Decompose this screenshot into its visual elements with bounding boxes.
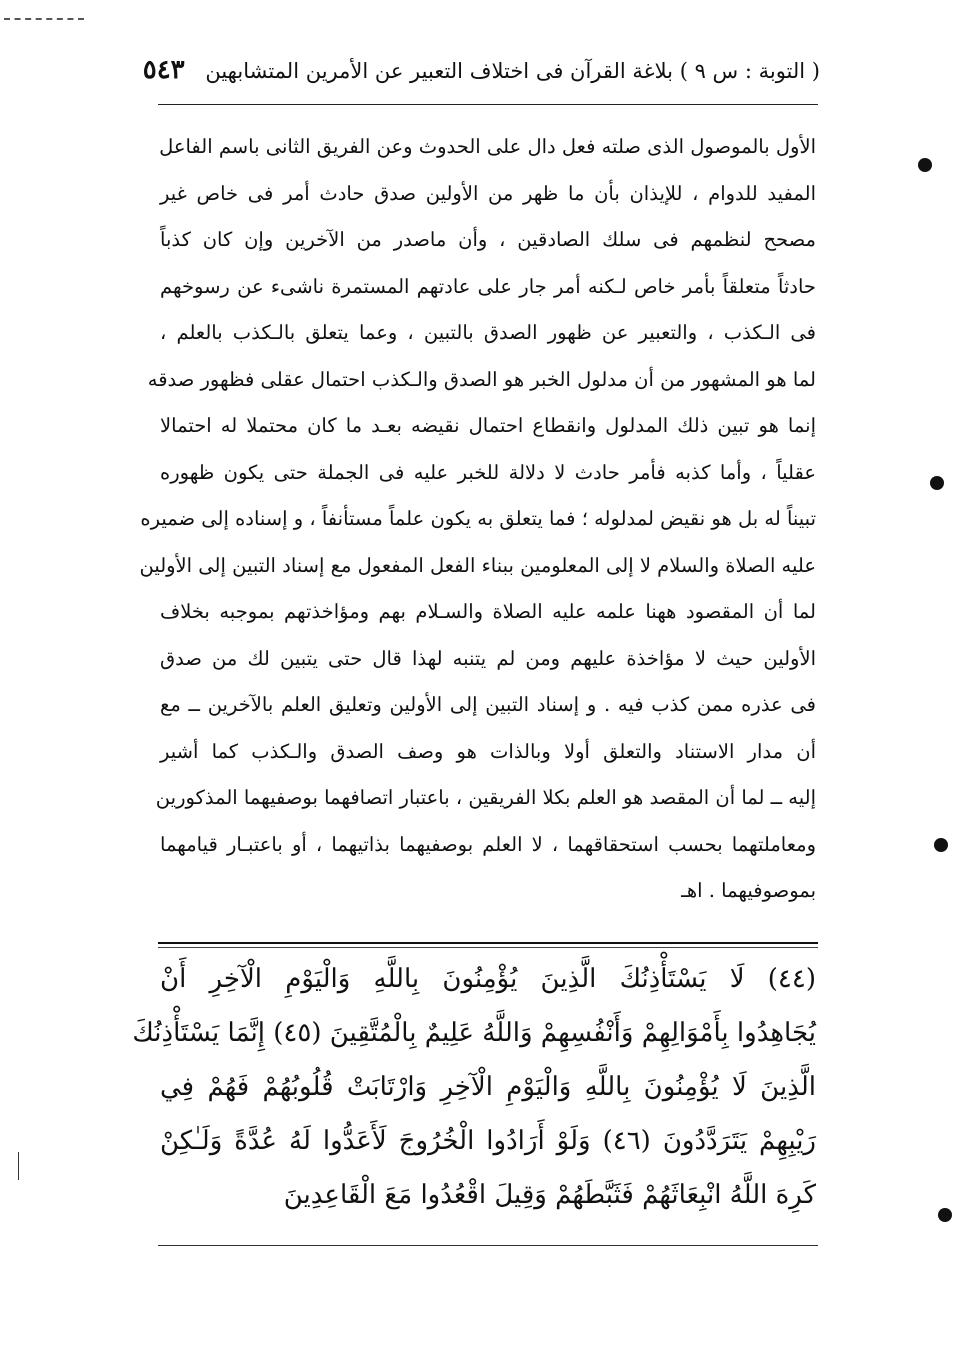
commentary-text-block [139, 124, 816, 915]
commentary-line: فى الـكذب ، والتعبير عن ظهور الصدق بالتبين ، وعما يتعلق بالـكذب بالعلم ، [160, 321, 816, 344]
page-number: ٥٤٣ [142, 55, 185, 85]
commentary-line: فى عذره ممن كذب فيه . و إسناد التبين إلى الأولين وتعليق العلم بالآخرين ــ مع [160, 693, 816, 716]
commentary-line: ومعاملتهما بحسب استحقاقهما ، لا العلم بوصفيهما بذاتيهما ، أو باعتبـار قيامهما [160, 832, 816, 856]
verse-line: يُجَاهِدُوا بِأَمْوَالِهِمْ وَأَنْفُسِهِمْ وَاللَّهُ عَلِيمٌ بِالْمُتَّقِينَ (٤٥) إِنَّمَا يَسْتَأْذِنُكَ [132, 1018, 816, 1048]
commentary-line: الأولين حيث لا مؤاخذة عليهم ومن لم يتنبه لهذا قال حتى يتبين لك من صدق [160, 646, 816, 670]
commentary-line: مصحح لنظمهم فى سلك الصادقين ، وأن ماصدر من الآخرين وإن كان كذباً [160, 228, 816, 251]
commentary-line: تبيناً له بل هو نقيض لمدلوله ؛ فما يتعلق به يكون علماً مستأنفاً ، و إسناده إلى ضميره [140, 507, 816, 530]
commentary-line: عقلياً ، وأما كذبه فأمر حادث لا دلالة للخبر عليه فى الجملة حتى يكون ظهوره [160, 460, 816, 484]
commentary-line: عليه الصلاة والسلام لا إلى المعلومين ببناء الفعل المفعول مع إسناد التبين إلى الأولين [139, 553, 816, 577]
margin-scan-mark [18, 1152, 19, 1180]
commentary-line: لما هو المشهور من أن مدلول الخبر هو الصدق والـكذب احتمال عقلى فظهور صدقه [147, 367, 816, 391]
quran-verses-block [132, 952, 816, 1222]
verse-block-top-rule-inner [158, 947, 818, 948]
binding-hole-icon [934, 838, 948, 852]
commentary-line: بموصوفيهما . اهـ [681, 879, 816, 902]
verse-block-top-rule [158, 942, 818, 944]
commentary-line: حادثاً متعلقاً بأمر خاص لـكنه أمر جار على عادتهم المستمرة ناشىء عن رسوخهم [160, 274, 816, 298]
scan-edge-mark [4, 18, 84, 20]
binding-hole-icon [918, 158, 932, 172]
commentary-line: إنما هو تبين ذلك المدلول وانقطاع احتمال نقيضه بعـد ما كان محتملا له احتمالا [160, 414, 816, 437]
verse-line: كَرِهَ اللَّهُ انْبِعَاثَهُمْ فَثَبَّطَهُمْ وَقِيلَ اقْعُدُوا مَعَ الْقَاعِدِينَ [283, 1180, 816, 1210]
running-title: ( التوبة : س ٩ ) بلاغة القرآن فى اختلاف التعبير عن الأمرين المتشابهين [205, 59, 820, 83]
verse-line: رَيْبِهِمْ يَتَرَدَّدُونَ (٤٦) وَلَوْ أَرَادُوا الْخُرُوجَ لَأَعَدُّوا لَهُ عُدَّةً وَلَـٰكِنْ [160, 1126, 816, 1156]
binding-hole-icon [930, 476, 944, 490]
verse-block-bottom-rule [158, 1245, 818, 1246]
header-divider [158, 104, 818, 105]
commentary-line: إليه ــ لما أن المقصد هو العلم بكلا الفريقين ، باعتبار اتصافهما بوصفيهما المذكورين [155, 786, 816, 809]
commentary-line: لما أن المقصود ههنا علمه عليه الصلاة والسـلام بهم ومؤاخذتهم بموجبه بخلاف [160, 600, 816, 623]
running-header [142, 55, 820, 85]
commentary-line: أن مدار الاستناد والتعلق أولا وبالذات هو وصف الصدق والـكذب كما أشير [160, 739, 816, 763]
verse-line: الَّذِينَ لَا يُؤْمِنُونَ بِاللَّهِ وَالْيَوْمِ الْآخِرِ وَارْتَابَتْ قُلُوبُهُمْ فَهُمْ فِي [160, 1072, 816, 1102]
commentary-line: الأول بالموصول الذى صلته فعل دال على الحدوث وعن الفريق الثانى باسم الفاعل [159, 135, 816, 158]
verse-line: (٤٤) لَا يَسْتَأْذِنُكَ الَّذِينَ يُؤْمِنُونَ بِاللَّهِ وَالْيَوْمِ الْآخِرِ أَنْ [160, 964, 816, 994]
commentary-line: المفيد للدوام ، للإيذان بأن ما ظهر من الأولين صدق حادث أمر فى خاص غير [160, 181, 816, 205]
binding-hole-icon [938, 1208, 952, 1222]
